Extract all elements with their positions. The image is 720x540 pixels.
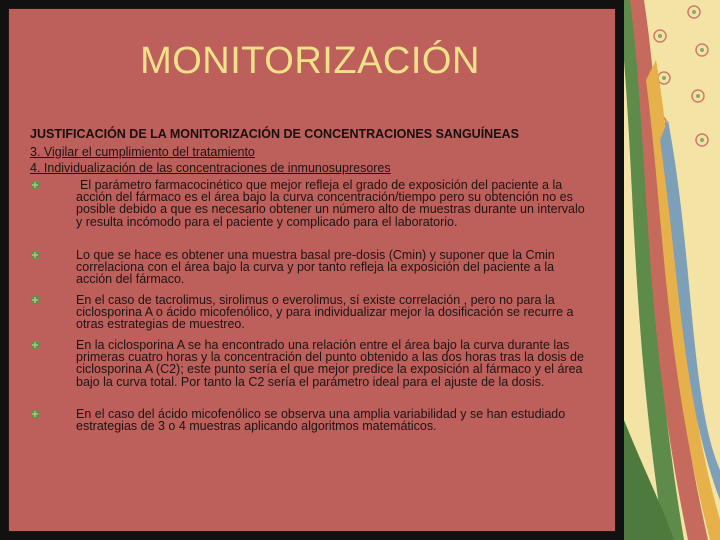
bullet-item <box>30 339 590 388</box>
slide-title: MONITORIZACIÓN <box>140 40 480 82</box>
bullet-text: Lo que se hace es obtener una muestra basal pre-dosis (Cmin) y suponer que la Cmin correlaciona con el área bajo la curva y por tanto refleja la exposición del paciente a la acción del fármaco. <box>76 248 555 287</box>
bullet-icon <box>30 295 40 305</box>
list-item-3: 3. Vigilar el cumplimiento del tratamiento <box>30 145 255 159</box>
bullet-text: En el caso de tacrolimus, sirolimus o everolimus, sí existe correlación , pero no para la ciclosporina A o ácido micofenólico, y para individualizar mejor la dosificación se recurre a otras estrategias de muestreo. <box>76 293 574 332</box>
bullet-icon <box>30 409 40 419</box>
decorative-side-panel <box>624 0 720 540</box>
bullet-item <box>30 179 590 228</box>
section-heading: JUSTIFICACIÓN DE LA MONITORIZACIÓN DE CONCENTRACIONES SANGUÍNEAS <box>30 127 519 141</box>
floral-decoration <box>624 0 720 540</box>
bullet-text: En la ciclosporina A se ha encontrado una relación entre el área bajo la curva durante las primeras cuatro horas y la concentración del punto obtenido a las dos horas tras la dosis de ciclosporina A (C2); este punto sería el que mejor predice la exposición al fármaco y el área bajo la curva total. Por tanto la C2 sería el parámetro ideal para el ajuste de la dosis. <box>76 338 584 389</box>
bullet-text: El parámetro farmacocinético que mejor refleja el grado de exposición del paciente a la acción del fármaco es el área bajo la curva concentración/tiempo pero su obtención no es posible debido a que es necesario obtener un número alto de muestras durante un intervalo y resulta incómodo para el paciente y complicado para el laboratorio. <box>76 178 585 229</box>
bullet-text: En el caso del ácido micofenólico se observa una amplia variabilidad y se han estudiado estrategias de 3 o 4 muestras aplicando algoritmos matemáticos. <box>76 407 566 434</box>
bullet-icon <box>30 250 40 260</box>
bullet-item <box>30 408 590 432</box>
bullet-icon <box>30 340 40 350</box>
list-item-4: 4. Individualización de las concentraciones de inmunosupresores <box>30 161 391 175</box>
bullet-icon <box>30 180 40 190</box>
bullet-item <box>30 249 590 286</box>
bullet-item <box>30 294 590 331</box>
